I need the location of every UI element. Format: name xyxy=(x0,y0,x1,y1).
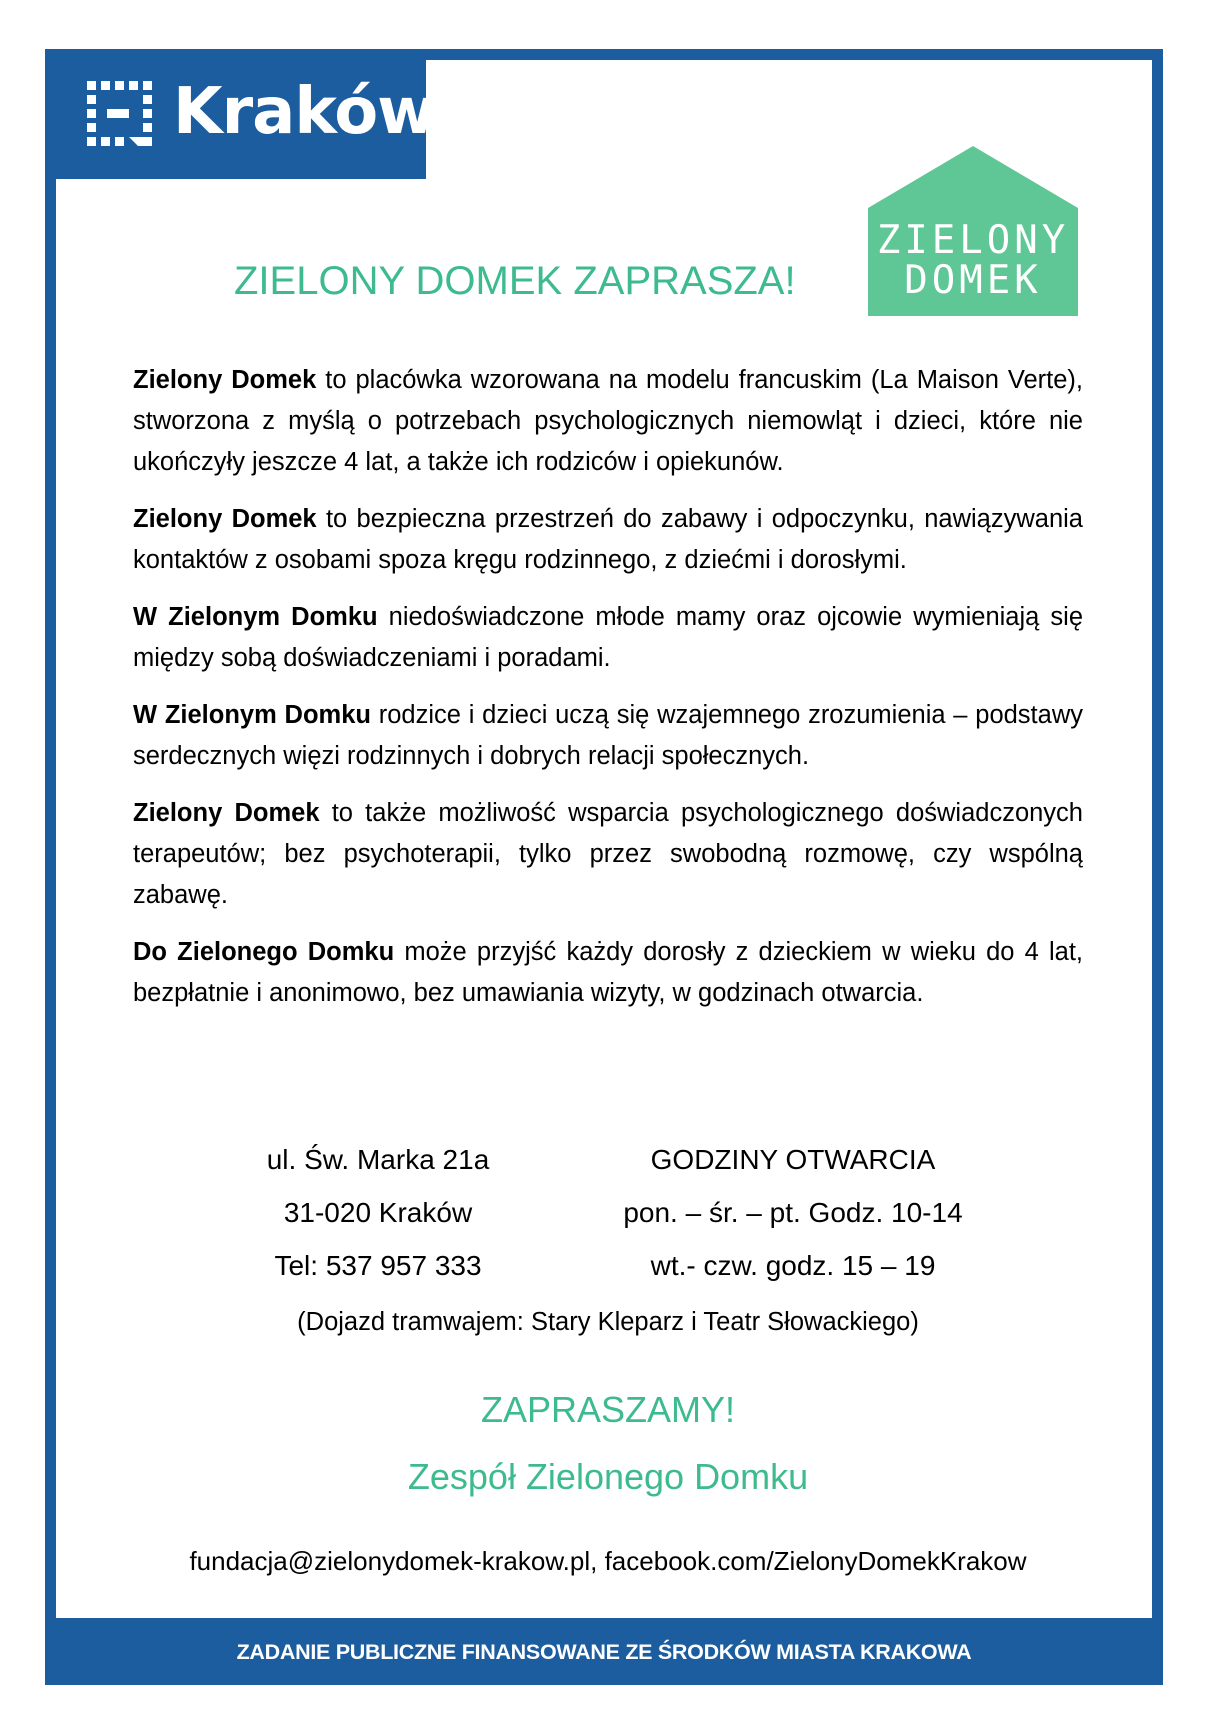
logo-line-1: ZIELONY xyxy=(876,218,1070,263)
footer-text: ZADANIE PUBLICZNE FINANSOWANE ZE ŚRODKÓW MIASTA KRAKOWA xyxy=(236,1640,972,1664)
paragraph-lead: Do Zielonego Domku xyxy=(133,938,395,966)
hours-line-1: pon. – śr. – pt. Godz. 10-14 xyxy=(623,1197,963,1228)
paragraph xyxy=(133,793,1083,916)
paragraph xyxy=(133,695,1083,777)
address-street: ul. Św. Marka 21a xyxy=(266,1144,490,1175)
description-body xyxy=(133,360,1083,1030)
paragraph-lead: Zielony Domek xyxy=(133,366,317,394)
krakow-header-logo xyxy=(45,49,436,179)
paragraph xyxy=(133,499,1083,581)
paragraph xyxy=(133,597,1083,679)
paragraph-text: niedoświadczone młode mamy oraz ojcowie wymieniają się między sobą doświadczeniami i poradami. xyxy=(133,603,1084,672)
page-title: ZIELONY DOMEK ZAPRASZA! xyxy=(234,259,796,303)
paragraph-text: to bezpieczna przestrzeń do zabawy i odpoczynku, nawiązywania kontaktów z osobami spoza kręgu rodzinnego, z dziećmi i dorosłymi. xyxy=(133,505,1083,574)
paragraph-lead: Zielony Domek xyxy=(133,799,320,827)
address-block xyxy=(193,1133,563,1292)
paragraph-text: to placówka wzorowana na modelu francuskim (La Maison Verte), stworzona z myślą o potrzebach psychologicznych niemowląt i dzieci, które nie ukończyły jeszcze 4 lat, a także ich rodziców i opiekunów. xyxy=(133,366,1083,476)
paragraph-lead: W Zielonym Domku xyxy=(133,603,378,631)
contact-links: fundacja@zielonydomek-krakow.pl, facebook.com/ZielonyDomekKrakow xyxy=(189,1546,1027,1576)
tram-info: (Dojazd tramwajem: Stary Kleparz i Teatr Słowackiego) xyxy=(297,1308,919,1336)
team-signature: Zespół Zielonego Domku xyxy=(407,1456,809,1497)
paragraph-text: może przyjść każdy dorosły z dzieckiem w wieku do 4 lat, bezpłatnie i anonimowo, bez umawiania wizyty, w godzinach otwarcia. xyxy=(133,938,1084,1007)
contact-section xyxy=(133,1133,1083,1303)
address-city: 31-020 Kraków xyxy=(283,1197,473,1228)
opening-hours-block xyxy=(583,1133,1003,1292)
paragraph-text: to także możliwość wsparcia psychologicznego doświadczonych terapeutów; bez psychoterapii, tylko przez swobodną rozmowę, czy wspólną zabawę. xyxy=(133,799,1083,909)
paragraph-lead: Zielony Domek xyxy=(133,505,317,533)
invite-heading: ZAPRASZAMY! xyxy=(480,1389,736,1430)
paragraph-text: rodzice i dzieci uczą się wzajemnego zrozumienia – podstawy serdecznych więzi rodzinnych i dobrych relacji społecznych. xyxy=(133,701,1083,770)
logo-text xyxy=(868,218,1078,303)
paragraph xyxy=(133,360,1083,483)
hours-line-2: wt.- czw. godz. 15 – 19 xyxy=(650,1250,936,1281)
logo-line-2: DOMEK xyxy=(904,258,1042,303)
zielony-domek-logo xyxy=(868,146,1078,316)
hours-heading: GODZINY OTWARCIA xyxy=(650,1144,936,1175)
paragraph xyxy=(133,932,1083,1014)
paragraph-lead: W Zielonym Domku xyxy=(133,701,371,729)
footer-bar xyxy=(45,1618,1163,1685)
city-name: Kraków xyxy=(173,75,436,149)
krakow-emblem-icon xyxy=(87,81,153,147)
address-phone: Tel: 537 957 333 xyxy=(274,1250,482,1281)
